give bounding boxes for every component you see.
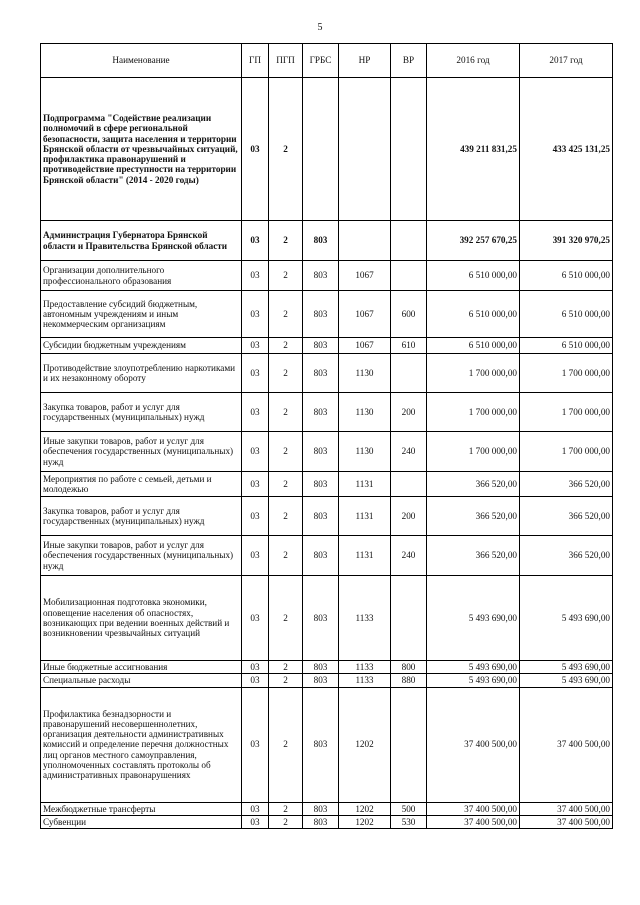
table-row: [41, 815, 613, 828]
cell-name: Межбюджетные трансферты: [41, 802, 242, 815]
cell-nr: 1067: [339, 291, 391, 338]
cell-vr: 240: [391, 432, 427, 472]
cell-y2016: 366 520,00: [427, 472, 520, 497]
header-nr: НР: [339, 44, 391, 78]
cell-nr: 1202: [339, 802, 391, 815]
cell-nr: 1067: [339, 338, 391, 354]
table-row: [41, 354, 613, 393]
cell-y2017: 391 320 970,25: [520, 221, 613, 261]
cell-pgp: 2: [269, 815, 303, 828]
cell-y2016: 366 520,00: [427, 536, 520, 576]
cell-y2016: 1 700 000,00: [427, 354, 520, 393]
cell-nr: 1130: [339, 432, 391, 472]
cell-y2017: 37 400 500,00: [520, 687, 613, 802]
cell-grbs: 803: [303, 802, 339, 815]
table-row: [41, 661, 613, 674]
cell-pgp: 2: [269, 802, 303, 815]
cell-y2017: 6 510 000,00: [520, 261, 613, 291]
cell-name: Иные закупки товаров, работ и услуг для обеспечения государственных (муниципальных) нужд: [41, 536, 242, 576]
header-gp: ГП: [242, 44, 269, 78]
cell-nr: [339, 78, 391, 221]
cell-gp: 03: [242, 661, 269, 674]
cell-nr: 1202: [339, 815, 391, 828]
page-number: 5: [317, 22, 323, 33]
cell-pgp: 2: [269, 338, 303, 354]
cell-nr: 1133: [339, 576, 391, 661]
cell-y2016: 37 400 500,00: [427, 687, 520, 802]
cell-vr: 800: [391, 661, 427, 674]
cell-name: Мероприятия по работе с семьей, детьми и молодежью: [41, 472, 242, 497]
cell-gp: 03: [242, 674, 269, 687]
table-row: [41, 221, 613, 261]
cell-vr: 200: [391, 497, 427, 536]
cell-nr: 1133: [339, 661, 391, 674]
cell-nr: 1130: [339, 354, 391, 393]
cell-y2017: 1 700 000,00: [520, 432, 613, 472]
cell-grbs: 803: [303, 815, 339, 828]
cell-pgp: 2: [269, 78, 303, 221]
cell-vr: 610: [391, 338, 427, 354]
cell-name: Профилактика безнадзорности и правонарушений несовершеннолетних, организация деятельности административных комиссий и определение перечня должностных лиц органов местного самоуправления, уполномоченных составлять протоколы об административных правонарушениях: [41, 687, 242, 802]
cell-grbs: 803: [303, 472, 339, 497]
cell-nr: 1133: [339, 674, 391, 687]
cell-vr: 240: [391, 536, 427, 576]
cell-grbs: 803: [303, 393, 339, 432]
cell-y2017: 37 400 500,00: [520, 802, 613, 815]
header-name: Наименование: [41, 44, 242, 78]
cell-pgp: 2: [269, 576, 303, 661]
table-row: [41, 802, 613, 815]
cell-y2016: 1 700 000,00: [427, 393, 520, 432]
cell-vr: [391, 472, 427, 497]
cell-nr: 1067: [339, 261, 391, 291]
table-row: [41, 674, 613, 687]
cell-pgp: 2: [269, 674, 303, 687]
cell-vr: 600: [391, 291, 427, 338]
cell-y2017: 366 520,00: [520, 536, 613, 576]
cell-grbs: 803: [303, 576, 339, 661]
header-pgp: ПГП: [269, 44, 303, 78]
cell-gp: 03: [242, 802, 269, 815]
cell-grbs: 803: [303, 687, 339, 802]
cell-name: Субсидии бюджетным учреждениям: [41, 338, 242, 354]
cell-vr: 530: [391, 815, 427, 828]
table-row: [41, 261, 613, 291]
cell-gp: 03: [242, 393, 269, 432]
cell-nr: 1131: [339, 536, 391, 576]
cell-y2017: 5 493 690,00: [520, 661, 613, 674]
cell-pgp: 2: [269, 497, 303, 536]
cell-name: Специальные расходы: [41, 674, 242, 687]
cell-name: Субвенции: [41, 815, 242, 828]
cell-vr: [391, 576, 427, 661]
cell-grbs: 803: [303, 432, 339, 472]
cell-name: Закупка товаров, работ и услуг для государственных (муниципальных) нужд: [41, 393, 242, 432]
cell-y2017: 6 510 000,00: [520, 338, 613, 354]
cell-vr: [391, 261, 427, 291]
cell-vr: [391, 221, 427, 261]
cell-vr: [391, 687, 427, 802]
cell-pgp: 2: [269, 536, 303, 576]
cell-vr: [391, 354, 427, 393]
cell-gp: 03: [242, 687, 269, 802]
cell-y2017: 5 493 690,00: [520, 576, 613, 661]
table-row: [41, 687, 613, 802]
table-row: [41, 291, 613, 338]
cell-nr: 1131: [339, 472, 391, 497]
cell-y2016: 6 510 000,00: [427, 261, 520, 291]
cell-pgp: 2: [269, 291, 303, 338]
cell-vr: 880: [391, 674, 427, 687]
cell-gp: 03: [242, 497, 269, 536]
cell-pgp: 2: [269, 221, 303, 261]
cell-gp: 03: [242, 338, 269, 354]
header-row: [41, 44, 613, 78]
table-row: [41, 472, 613, 497]
cell-pgp: 2: [269, 261, 303, 291]
cell-grbs: [303, 78, 339, 221]
cell-vr: 200: [391, 393, 427, 432]
cell-vr: [391, 78, 427, 221]
cell-gp: 03: [242, 354, 269, 393]
cell-y2016: 37 400 500,00: [427, 802, 520, 815]
cell-pgp: 2: [269, 687, 303, 802]
cell-y2016: 5 493 690,00: [427, 576, 520, 661]
cell-y2017: 433 425 131,25: [520, 78, 613, 221]
cell-nr: 1130: [339, 393, 391, 432]
cell-gp: 03: [242, 576, 269, 661]
cell-grbs: 803: [303, 354, 339, 393]
cell-grbs: 803: [303, 261, 339, 291]
cell-y2016: 5 493 690,00: [427, 661, 520, 674]
cell-y2016: 1 700 000,00: [427, 432, 520, 472]
cell-name: Мобилизационная подготовка экономики, оповещение населения об опасностях, возникающих при ведении военных действий и возникновении чрезвычайных ситуаций: [41, 576, 242, 661]
table-row: [41, 393, 613, 432]
header-grbs: ГРБС: [303, 44, 339, 78]
budget-table: [40, 43, 613, 829]
cell-grbs: 803: [303, 221, 339, 261]
cell-name: Организации дополнительного профессионального образования: [41, 261, 242, 291]
cell-gp: 03: [242, 432, 269, 472]
cell-y2017: 366 520,00: [520, 472, 613, 497]
table-row: [41, 497, 613, 536]
cell-y2017: 6 510 000,00: [520, 291, 613, 338]
header-2016: 2016 год: [427, 44, 520, 78]
header-2017: 2017 год: [520, 44, 613, 78]
cell-name: Иные закупки товаров, работ и услуг для обеспечения государственных (муниципальных) нужд: [41, 432, 242, 472]
cell-gp: 03: [242, 78, 269, 221]
cell-name: Администрация Губернатора Брянской области и Правительства Брянской области: [41, 221, 242, 261]
cell-y2017: 5 493 690,00: [520, 674, 613, 687]
cell-gp: 03: [242, 221, 269, 261]
cell-gp: 03: [242, 536, 269, 576]
cell-grbs: 803: [303, 661, 339, 674]
cell-y2016: 366 520,00: [427, 497, 520, 536]
cell-y2017: 37 400 500,00: [520, 815, 613, 828]
cell-y2016: 5 493 690,00: [427, 674, 520, 687]
cell-grbs: 803: [303, 338, 339, 354]
cell-grbs: 803: [303, 497, 339, 536]
cell-nr: 1131: [339, 497, 391, 536]
cell-y2016: 6 510 000,00: [427, 338, 520, 354]
cell-y2017: 1 700 000,00: [520, 354, 613, 393]
cell-y2016: 439 211 831,25: [427, 78, 520, 221]
cell-grbs: 803: [303, 291, 339, 338]
cell-gp: 03: [242, 291, 269, 338]
cell-grbs: 803: [303, 674, 339, 687]
cell-y2016: 37 400 500,00: [427, 815, 520, 828]
table-row: [41, 432, 613, 472]
cell-nr: 1202: [339, 687, 391, 802]
header-vr: ВР: [391, 44, 427, 78]
cell-pgp: 2: [269, 472, 303, 497]
cell-gp: 03: [242, 472, 269, 497]
cell-gp: 03: [242, 815, 269, 828]
cell-gp: 03: [242, 261, 269, 291]
cell-pgp: 2: [269, 354, 303, 393]
table-row: [41, 536, 613, 576]
cell-name: Закупка товаров, работ и услуг для государственных (муниципальных) нужд: [41, 497, 242, 536]
cell-nr: [339, 221, 391, 261]
cell-pgp: 2: [269, 661, 303, 674]
cell-name: Иные бюджетные ассигнования: [41, 661, 242, 674]
cell-name: Противодействие злоупотреблению наркотиками и их незаконному обороту: [41, 354, 242, 393]
table-row: [41, 78, 613, 221]
cell-y2017: 366 520,00: [520, 497, 613, 536]
cell-y2016: 392 257 670,25: [427, 221, 520, 261]
cell-y2016: 6 510 000,00: [427, 291, 520, 338]
cell-grbs: 803: [303, 536, 339, 576]
table-row: [41, 338, 613, 354]
cell-pgp: 2: [269, 393, 303, 432]
cell-vr: 500: [391, 802, 427, 815]
cell-y2017: 1 700 000,00: [520, 393, 613, 432]
cell-name: Подпрограмма "Содействие реализации полномочий в сфере региональной безопасности, защита населения и территории Брянской области от чрезвычайных ситуаций, профилактика правонарушений и противодействие преступности на территории Брянской области" (2014 - 2020 годы): [41, 78, 242, 221]
cell-name: Предоставление субсидий бюджетным, автономным учреждениям и иным некоммерческим организациям: [41, 291, 242, 338]
table-row: [41, 576, 613, 661]
cell-pgp: 2: [269, 432, 303, 472]
